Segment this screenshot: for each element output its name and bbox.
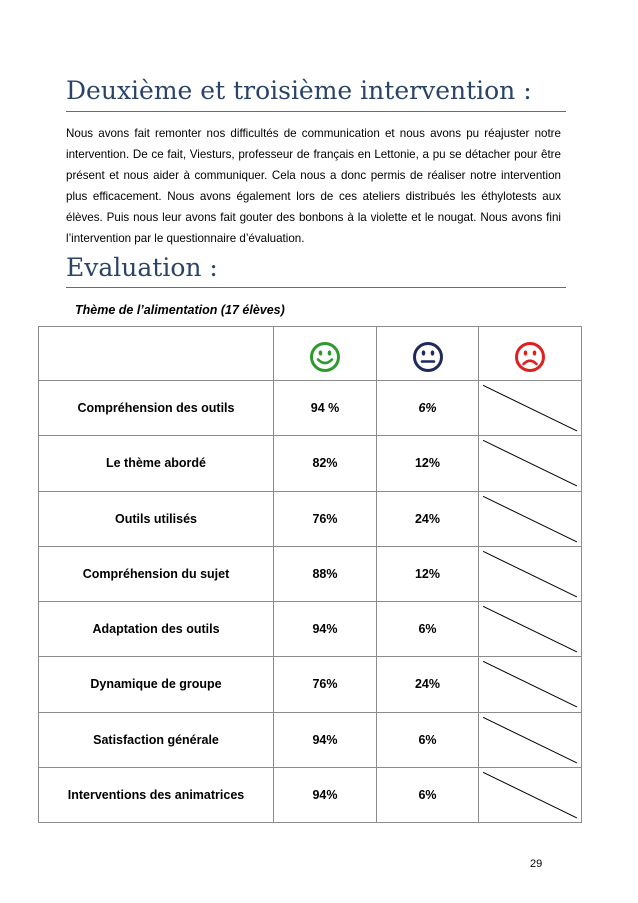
unsatisfied-cell — [479, 491, 582, 546]
title-underline — [66, 287, 566, 288]
header-neutral-cell — [377, 327, 479, 381]
page-number: 29 — [530, 858, 543, 870]
row-label: Le thème abordé — [39, 436, 274, 491]
sad-smiley-icon — [514, 341, 546, 373]
intervention-paragraph: Nous avons fait remonter nos difficultés de communication et nous avons pu réajuster notre intervention. De ce fait, Viesturs, professeur de français en Lettonie, a pu se détacher pour être présent et nous aider à communiquer. Cela nous a donc permis de réaliser notre intervention plus efficacement. Nous avons également lors de ces ateliers distribués les éthylotests aux élèves. Puis nous leur avons fait gouter des bonbons à la violette et le nougat. Nous avons fini l’intervention par le questionnaire d’évaluation. — [66, 127, 561, 245]
section-title-intervention: Deuxième et troisième intervention : — [66, 76, 532, 105]
neutral-percent: 24% — [377, 657, 479, 712]
row-label: Interventions des animatrices — [39, 767, 274, 822]
unsatisfied-cell — [479, 436, 582, 491]
satisfied-percent: 76% — [274, 657, 377, 712]
empty-slash-mark — [479, 713, 581, 767]
table-row — [39, 712, 582, 767]
table-row — [39, 436, 582, 491]
satisfied-percent: 76% — [274, 491, 377, 546]
table-row — [39, 546, 582, 601]
unsatisfied-cell — [479, 712, 582, 767]
row-label: Compréhension du sujet — [39, 546, 274, 601]
unsatisfied-cell — [479, 546, 582, 601]
satisfied-percent: 94% — [274, 602, 377, 657]
neutral-percent: 24% — [377, 491, 479, 546]
table-row — [39, 767, 582, 822]
title-underline — [66, 111, 566, 112]
neutral-percent: 12% — [377, 436, 479, 491]
header-sad-cell — [479, 327, 582, 381]
neutral-percent: 6% — [377, 712, 479, 767]
empty-slash-mark — [479, 436, 581, 490]
neutral-smiley-icon — [412, 341, 444, 373]
row-label: Outils utilisés — [39, 491, 274, 546]
unsatisfied-cell — [479, 767, 582, 822]
unsatisfied-cell — [479, 602, 582, 657]
evaluation-table — [38, 326, 582, 823]
table-header-row — [39, 327, 582, 381]
section-title-evaluation: Evaluation : — [66, 253, 218, 282]
row-label: Dynamique de groupe — [39, 657, 274, 712]
table-row — [39, 491, 582, 546]
unsatisfied-cell — [479, 381, 582, 436]
happy-smiley-icon — [309, 341, 341, 373]
empty-slash-mark — [479, 657, 581, 711]
table-row — [39, 381, 582, 436]
satisfied-percent: 94% — [274, 712, 377, 767]
neutral-percent: 6% — [377, 381, 479, 436]
neutral-percent: 6% — [377, 767, 479, 822]
row-label: Satisfaction générale — [39, 712, 274, 767]
table-subtitle: Thème de l’alimentation (17 élèves) — [75, 303, 285, 317]
satisfied-percent: 88% — [274, 546, 377, 601]
empty-slash-mark — [479, 547, 581, 601]
unsatisfied-cell — [479, 657, 582, 712]
empty-header-cell — [39, 327, 274, 381]
row-label: Compréhension des outils — [39, 381, 274, 436]
empty-slash-mark — [479, 381, 581, 435]
row-label: Adaptation des outils — [39, 602, 274, 657]
satisfied-percent: 82% — [274, 436, 377, 491]
table-row — [39, 602, 582, 657]
empty-slash-mark — [479, 492, 581, 546]
empty-slash-mark — [479, 768, 581, 822]
neutral-percent: 12% — [377, 546, 479, 601]
neutral-percent: 6% — [377, 602, 479, 657]
satisfied-percent: 94% — [274, 767, 377, 822]
satisfied-percent: 94 % — [274, 381, 377, 436]
empty-slash-mark — [479, 602, 581, 656]
header-happy-cell — [274, 327, 377, 381]
table-row — [39, 657, 582, 712]
